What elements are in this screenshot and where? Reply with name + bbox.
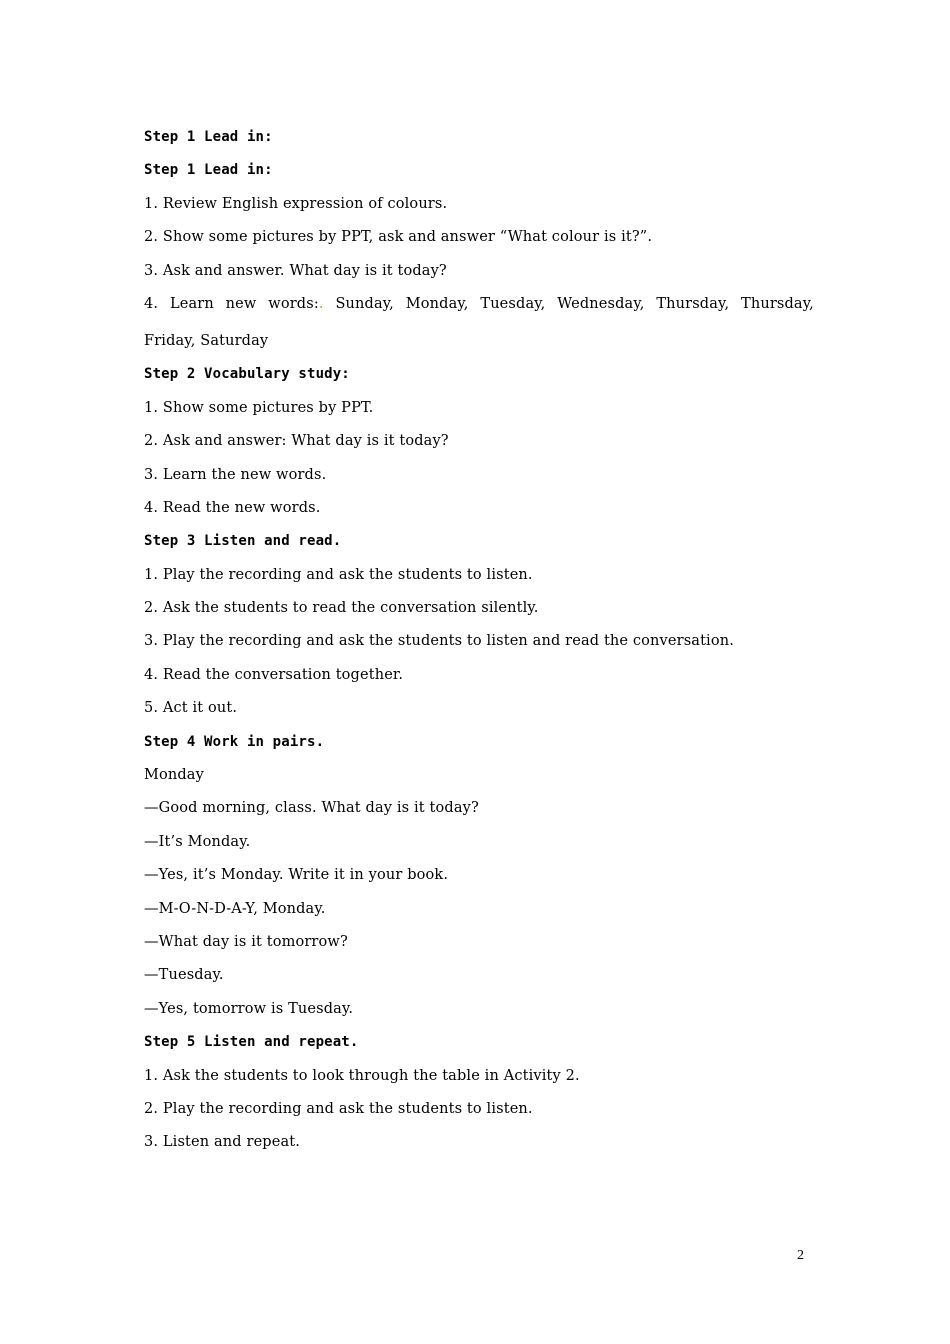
step1-item-4-word: Wednesday,	[557, 295, 645, 312]
step3-heading: Step 3 Listen and read.	[144, 533, 342, 550]
dialogue-line: —Yes, it’s Monday. Write it in your book.	[144, 867, 449, 884]
step1-item-4-word: Monday,	[405, 295, 469, 312]
step5-item-2: 2. Play the recording and ask the students to listen.	[144, 1100, 533, 1117]
step1-item-4-word: Learn	[169, 295, 214, 312]
step1-item-4-word: Tuesday,	[480, 295, 546, 312]
step2-item-1: 1. Show some pictures by PPT.	[144, 399, 374, 416]
dialogue-line: —M-O-N-D-A-Y, Monday.	[144, 900, 326, 917]
dialogue-line: —It’s Monday.	[144, 833, 251, 850]
step3-item-4: 4. Read the conversation together.	[144, 666, 404, 683]
step1-heading: Step 1 Lead in:	[144, 129, 273, 145]
document-body	[144, 124, 814, 1163]
step1-item-2: 2. Show some pictures by PPT, ask and answer “What colour is it?”.	[144, 229, 653, 246]
step3-item-3: 3. Play the recording and ask the students to listen and read the conversation.	[144, 633, 734, 650]
step1-item-4-word: Thursday,	[741, 295, 814, 312]
step3-item-5: 5. Act it out.	[144, 700, 238, 717]
page-number: 2	[797, 1248, 804, 1263]
step5-item-3: 3. Listen and repeat.	[144, 1134, 300, 1151]
step1-item-3: 3. Ask and answer. What day is it today?	[144, 262, 447, 279]
step2-heading: Step 2 Vocabulary study:	[144, 366, 350, 383]
step1-item-4-word-text: words:	[268, 295, 319, 312]
step1-item-4-word: new	[225, 295, 257, 312]
dialogue-title: Monday	[144, 767, 204, 784]
step3-item-2: 2. Ask the students to read the conversation silently.	[144, 600, 539, 617]
step2-item-2: 2. Ask and answer: What day is it today?	[144, 433, 449, 450]
step1-item-4	[144, 291, 814, 328]
step2-item-3: 3. Learn the new words.	[144, 466, 327, 483]
step1-heading-repeat: Step 1 Lead in:	[144, 162, 273, 179]
dialogue-line: —Tuesday.	[144, 967, 224, 984]
step3-item-1: 1. Play the recording and ask the students to listen.	[144, 566, 533, 583]
step1-item-4-word: 4.	[144, 295, 159, 312]
annotation-mark: .	[318, 295, 324, 312]
step4-heading: Step 4 Work in pairs.	[144, 733, 325, 750]
step1-item-4-word: Sunday,	[335, 295, 394, 312]
dialogue-line: —What day is it tomorrow?	[144, 933, 348, 950]
step2-item-4: 4. Read the new words.	[144, 499, 321, 516]
dialogue-line: —Good morning, class. What day is it today?	[144, 800, 479, 817]
step1-item-4-continuation: Friday, Saturday	[144, 332, 269, 349]
step1-item-4-word	[268, 291, 323, 328]
step1-item-1: 1. Review English expression of colours.	[144, 195, 448, 212]
step5-item-1: 1. Ask the students to look through the table in Activity 2.	[144, 1067, 580, 1084]
step1-item-4-word: Thursday,	[656, 295, 730, 312]
step5-heading: Step 5 Listen and repeat.	[144, 1034, 359, 1051]
dialogue-line: —Yes, tomorrow is Tuesday.	[144, 1000, 354, 1017]
